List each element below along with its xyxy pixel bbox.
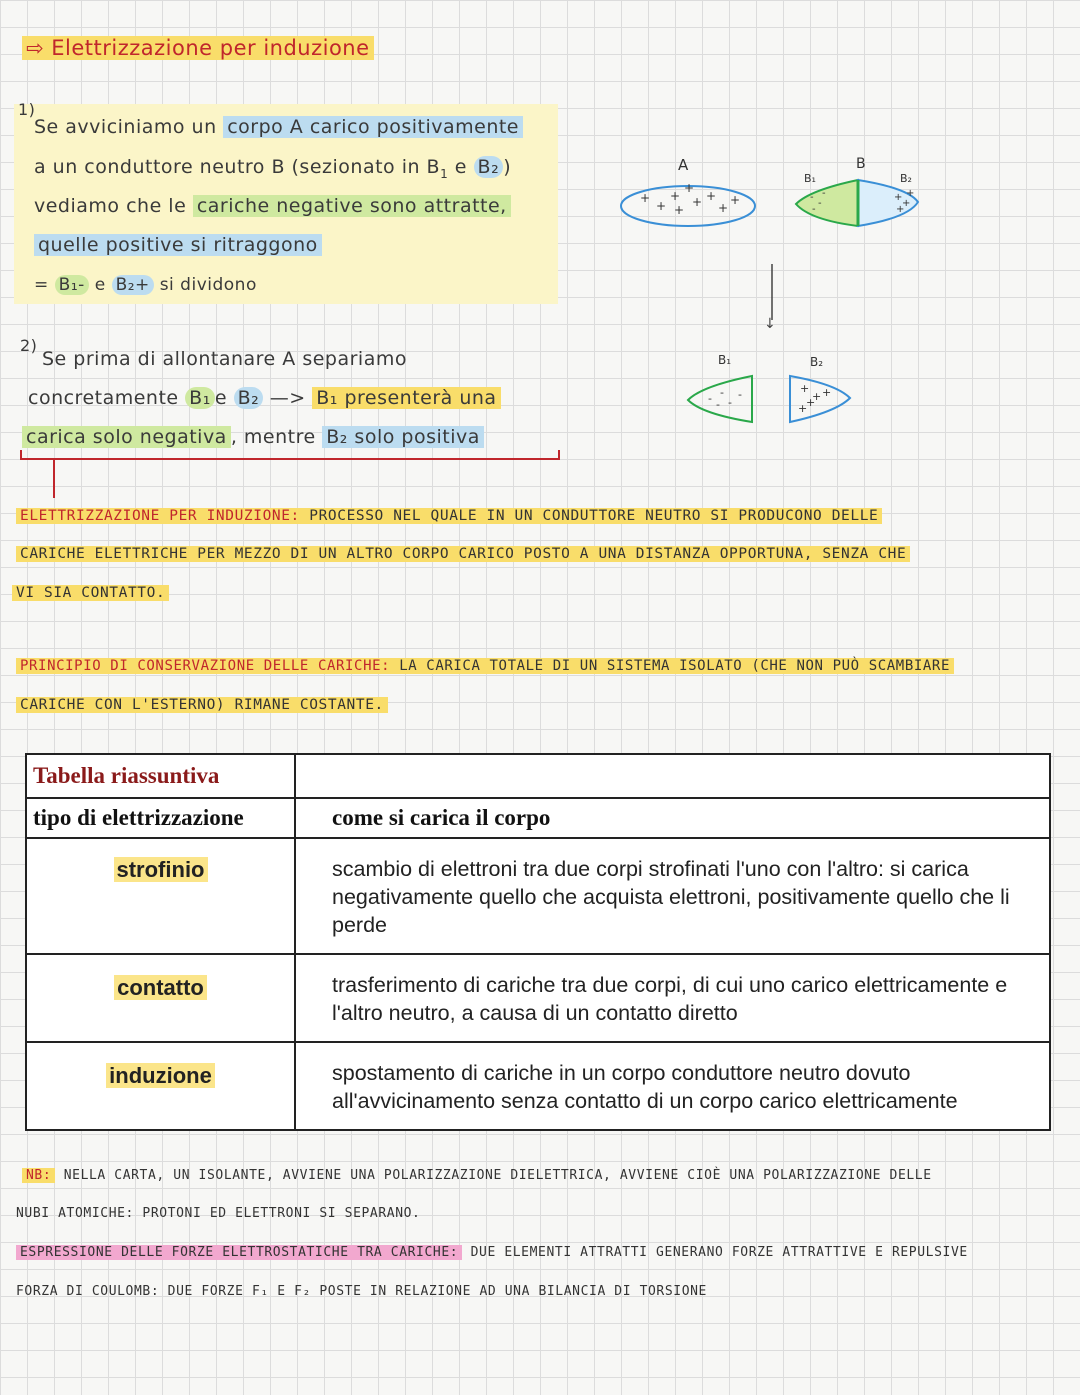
label-B2: B₂: [900, 172, 912, 185]
charges-B2-separated: [798, 382, 831, 415]
table-header-row: [26, 798, 1050, 838]
svg-text:-: -: [708, 392, 712, 405]
charges-B1-separated: [708, 386, 742, 411]
row-description: trasferimento di cariche tra due corpi, di cui uno carico elettricamente e l'altro neutro, a causa di un contatto diretto: [295, 954, 1050, 1042]
svg-text:+: +: [706, 189, 717, 203]
svg-text:+: +: [806, 396, 816, 409]
table-row: [26, 1042, 1050, 1130]
section1-line4: quelle positive si ritraggono: [34, 234, 322, 256]
body-B1: [796, 180, 858, 226]
column-header-how: come si carica il corpo: [295, 798, 1050, 838]
row-description: spostamento di cariche in un corpo conduttore neutro dovuto all'avvicinamento senza contatto di un corpo carico elettricamente: [295, 1042, 1050, 1130]
table-row: [26, 838, 1050, 954]
charges-A: [640, 181, 740, 217]
svg-text:+: +: [894, 192, 903, 203]
row-type: induzione: [26, 1042, 295, 1130]
svg-text:+: +: [684, 181, 695, 195]
induction-diagram: [600, 140, 940, 440]
definition-induction-line2: CARICHE ELETTRICHE PER MEZZO DI UN ALTRO CORPO CARICO POSTO A UNA DISTANZA OPPORTUNA, SENZA CHE: [16, 546, 910, 562]
svg-text:+: +: [640, 191, 651, 205]
expression-line: ESPRESSIONE DELLE FORZE ELETTROSTATICHE TRA CARICHE: DUE ELEMENTI ATTRATTI GENERANO FORZE ATTRATTIVE E REPULSIVE: [16, 1245, 968, 1260]
body-B1-separated: [688, 376, 752, 422]
section1-line3: vediamo che le cariche negative sono attratte,: [34, 195, 511, 217]
nb-line1: NB: NELLA CARTA, UN ISOLANTE, AVVIENE UNA POLARIZZAZIONE DIELETTRICA, AVVIENE CIOÈ UNA POLARIZZAZIONE DELLE: [22, 1168, 932, 1183]
definition-conservation-line2: CARICHE CON L'ESTERNO) RIMANE COSTANTE.: [16, 697, 388, 713]
svg-text:+: +: [896, 204, 905, 215]
svg-text:+: +: [670, 189, 681, 203]
row-type: strofinio: [26, 838, 295, 954]
svg-text:+: +: [822, 386, 832, 399]
svg-text:-: -: [822, 188, 826, 199]
page-heading: ⇨ Elettrizzazione per induzione: [22, 36, 374, 60]
svg-text:-: -: [716, 398, 720, 411]
label-B1-separated: B₁: [718, 353, 732, 367]
coulomb-line: FORZA DI COULOMB: DUE FORZE F₁ E F₂ POSTE IN RELAZIONE AD UNA BILANCIA DI TORSIONE: [16, 1284, 707, 1299]
label-A: A: [678, 156, 689, 174]
section1-line2: a un conduttore neutro B (sezionato in $B_1$ e B₂ ): [34, 156, 512, 181]
svg-text:+: +: [812, 390, 822, 403]
label-B: B: [856, 156, 866, 172]
label-B1: B₁: [804, 172, 816, 185]
section2-number: 2): [20, 336, 38, 355]
definition-induction-line3: VI SIA CONTATTO.: [12, 585, 169, 601]
section2-bracket: [20, 450, 560, 460]
svg-text:+: +: [692, 195, 703, 209]
section2-line1: Se prima di allontanare A separiamo: [42, 348, 407, 370]
svg-text:+: +: [730, 193, 741, 207]
section2-line3: carica solo negativa , mentre B₂ solo positiva: [22, 426, 484, 448]
definition-conservation-line1: PRINCIPIO DI CONSERVAZIONE DELLE CARICHE: LA CARICA TOTALE DI UN SISTEMA ISOLATO (CHE NON PUÒ SCAMBIARE: [16, 658, 954, 674]
svg-text:+: +: [656, 199, 667, 213]
bracket-stem: [53, 458, 55, 498]
svg-text:+: +: [800, 382, 810, 395]
section1-line5: = B₁- e B₂+ si dividono: [34, 275, 257, 295]
table-row: [26, 954, 1050, 1042]
nb-line2: NUBI ATOMICHE: PROTONI ED ELETTRONI SI SEPARANO.: [16, 1206, 421, 1221]
svg-text:+: +: [798, 402, 808, 415]
svg-text:+: +: [674, 203, 685, 217]
row-description: scambio di elettroni tra due corpi strofinati l'uno con l'altro: si carica negativamente quello che acquista elettroni, positivamente quello che li perde: [295, 838, 1050, 954]
down-arrow-icon: ↓: [764, 316, 776, 332]
svg-text:-: -: [720, 386, 724, 399]
svg-text:-: -: [810, 192, 814, 203]
column-header-type: tipo di elettrizzazione: [26, 798, 295, 838]
section1-line1: Se avviciniamo un corpo A carico positivamente: [34, 116, 523, 138]
table-title-empty: [295, 754, 1050, 798]
section2-line2: concretamente B₁ e B₂ —> B₁ presenterà una: [28, 387, 501, 409]
table-title-row: [26, 754, 1050, 798]
label-B2-separated: B₂: [810, 355, 824, 369]
svg-text:+: +: [902, 198, 911, 209]
svg-text:-: -: [812, 204, 816, 215]
definition-induction-line1: ELETTRIZZAZIONE PER INDUZIONE: PROCESSO NEL QUALE IN UN CONDUTTORE NEUTRO SI PRODUCONO DELLE: [16, 508, 882, 524]
svg-text:-: -: [738, 388, 742, 401]
svg-text:-: -: [728, 396, 732, 409]
svg-text:+: +: [906, 188, 915, 199]
section1-number: 1): [18, 100, 36, 119]
row-type: contatto: [26, 954, 295, 1042]
summary-table: [25, 753, 1051, 1131]
table-title: Tabella riassuntiva: [26, 754, 295, 798]
svg-text:+: +: [718, 201, 729, 215]
svg-text:-: -: [818, 198, 822, 209]
